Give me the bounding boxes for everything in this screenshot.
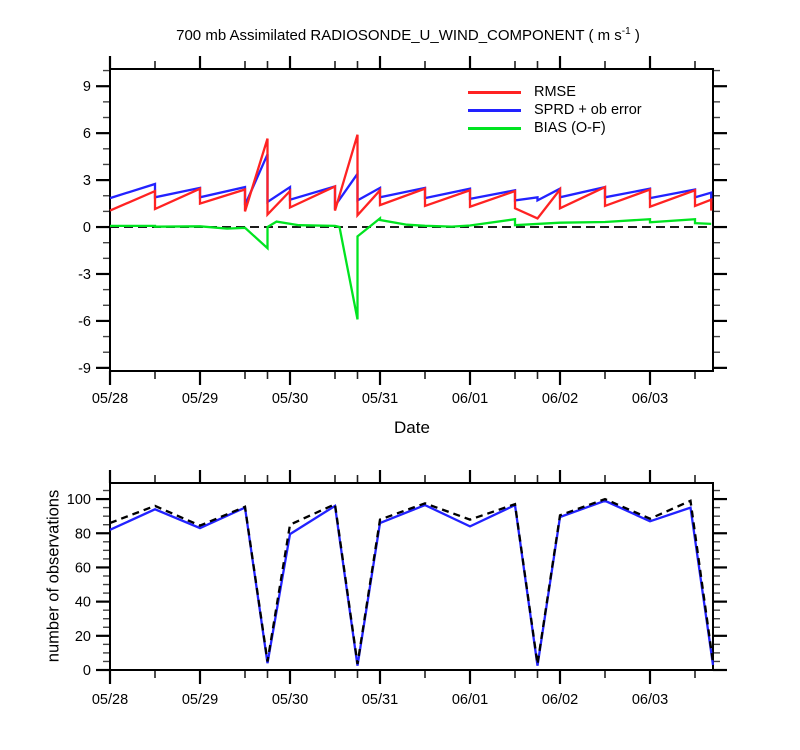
obs-panel-x-tick-label: 06/03	[631, 692, 669, 708]
legend	[468, 83, 642, 137]
sprd-line-swatch	[468, 109, 521, 112]
error-panel-x-tick-label: 06/01	[451, 391, 489, 407]
chart-title-suffix: )	[630, 27, 640, 44]
obs-panel-x-tick-label: 05/29	[181, 692, 219, 708]
legend-row-rmse	[468, 83, 642, 101]
error-panel-y-tick-label: -9	[78, 360, 91, 377]
error-panel-x-tick-label: 06/03	[631, 391, 669, 407]
obs-panel-x-tick-label: 05/28	[91, 692, 129, 708]
obs-panel-series-obs_dashed	[110, 499, 713, 664]
obs-panel-y-tick-label: 60	[74, 560, 91, 577]
error-panel-x-tick-label: 06/02	[541, 391, 579, 407]
error-panel-y-tick-label: -3	[78, 266, 91, 283]
error-panel-series-bias	[110, 218, 711, 319]
legend-row-bias	[468, 119, 642, 137]
rmse-line-swatch	[468, 91, 521, 94]
error-panel-y-tick-label: 0	[82, 220, 91, 237]
chart-title-superscript: -1	[621, 26, 631, 37]
obs-panel-y-tick-label: 100	[66, 492, 91, 509]
obs-panel-x-tick-label: 05/31	[361, 692, 399, 708]
obs-panel-y-tick-label: 40	[74, 594, 91, 611]
obs-y-axis-title: number of observations	[44, 489, 63, 663]
error-panel-series-rmse	[110, 135, 711, 219]
error-panel-y-tick-label: 9	[82, 79, 91, 96]
error-panel-y-tick-label: 6	[82, 126, 91, 143]
legend-label-bias: BIAS (O-F)	[534, 120, 606, 136]
legend-label-rmse: RMSE	[534, 84, 576, 100]
error-panel-y-tick-label: 3	[82, 173, 91, 190]
error-panel-x-tick-label: 05/29	[181, 391, 219, 407]
legend-row-sprd	[468, 101, 642, 119]
obs-panel-x-tick-label: 06/02	[541, 692, 579, 708]
obs-panel-x-tick-label: 06/01	[451, 692, 489, 708]
obs-panel-y-tick-label: 0	[82, 663, 91, 679]
chart-title	[8, 26, 800, 44]
bias-line-swatch	[468, 127, 521, 130]
legend-label-sprd: SPRD + ob error	[534, 102, 642, 118]
error-panel-x-tick-label: 05/31	[361, 391, 399, 407]
error-panel-x-tick-label: 05/30	[271, 391, 309, 407]
obs-panel-y-tick-label: 20	[74, 628, 91, 645]
obs-panel-x-tick-label: 05/30	[271, 692, 309, 708]
obs-panel-y-tick-label: 80	[74, 526, 91, 543]
error-panel-y-tick-label: -6	[78, 313, 91, 330]
x-axis-title: Date	[394, 418, 430, 437]
error-panel-x-tick-label: 05/28	[91, 391, 129, 407]
chart-title-text: 700 mb Assimilated RADIOSONDE_U_WIND_COMPONENT ( m s	[176, 27, 622, 44]
